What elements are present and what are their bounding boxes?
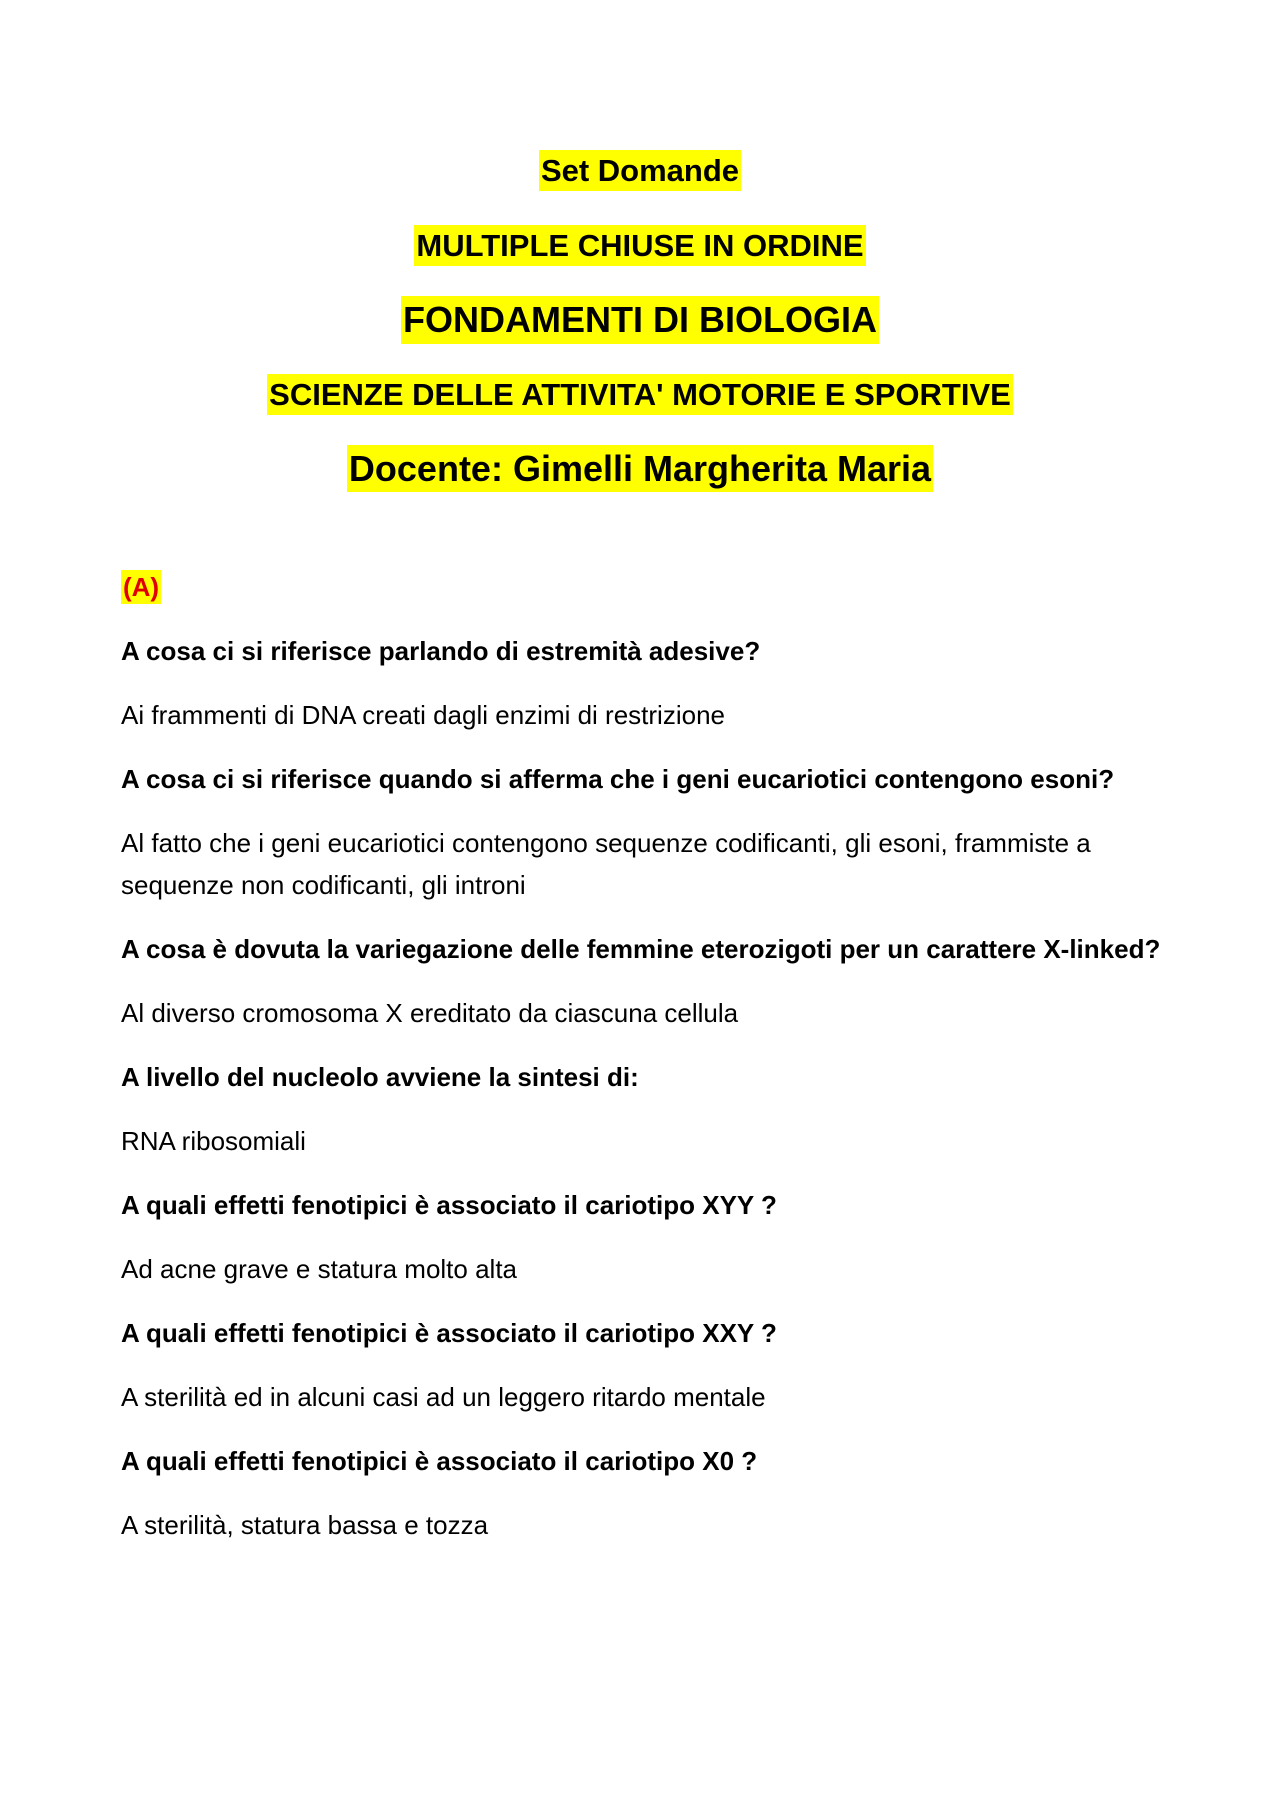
header-course-title: FONDAMENTI DI BIOLOGIA	[401, 296, 879, 343]
header-teacher: Docente: Gimelli Margherita Maria	[347, 445, 933, 492]
header-set-domande: Set Domande	[539, 150, 741, 191]
qa-item	[121, 1312, 1171, 1418]
question: A quali effetti fenotipici è associato il cariotipo X0 ?	[121, 1446, 758, 1476]
qa-item	[121, 928, 1171, 1034]
question: A cosa è dovuta la variegazione delle femmine eterozigoti per un carattere X-linked?	[121, 934, 1161, 964]
document-header	[0, 150, 1280, 492]
question: A quali effetti fenotipici è associato il cariotipo XXY ?	[121, 1318, 777, 1348]
header-multiple-chiuse: MULTIPLE CHIUSE IN ORDINE	[414, 225, 865, 266]
qa-item	[121, 758, 1171, 906]
answer: Ad acne grave e statura molto alta	[121, 1254, 518, 1284]
qa-item	[121, 630, 1171, 736]
answer: A sterilità ed in alcuni casi ad un leggero ritardo mentale	[121, 1382, 766, 1412]
question: A livello del nucleolo avviene la sintesi di:	[121, 1062, 639, 1092]
qa-item	[121, 1184, 1171, 1290]
question: A cosa ci si riferisce parlando di estremità adesive?	[121, 636, 761, 666]
qa-item	[121, 1440, 1171, 1546]
answer: RNA ribosomiali	[121, 1126, 306, 1156]
question: A quali effetti fenotipici è associato il cariotipo XYY ?	[121, 1190, 777, 1220]
answer: A sterilità, statura bassa e tozza	[121, 1510, 489, 1540]
answer: Al fatto che i geni eucariotici contengono sequenze codificanti, gli esoni, frammiste a sequenze non codificanti, gli introni	[121, 828, 1091, 900]
question: A cosa ci si riferisce quando si afferma che i geni eucariotici contengono esoni?	[121, 764, 1115, 794]
header-degree-program: SCIENZE DELLE ATTIVITA' MOTORIE E SPORTIVE	[267, 374, 1013, 415]
answer: Al diverso cromosoma X ereditato da ciascuna cellula	[121, 998, 739, 1028]
qa-content	[121, 570, 1171, 1568]
answer: Ai frammenti di DNA creati dagli enzimi di restrizione	[121, 700, 725, 730]
section-label: (A)	[123, 572, 160, 602]
qa-item	[121, 1056, 1171, 1162]
